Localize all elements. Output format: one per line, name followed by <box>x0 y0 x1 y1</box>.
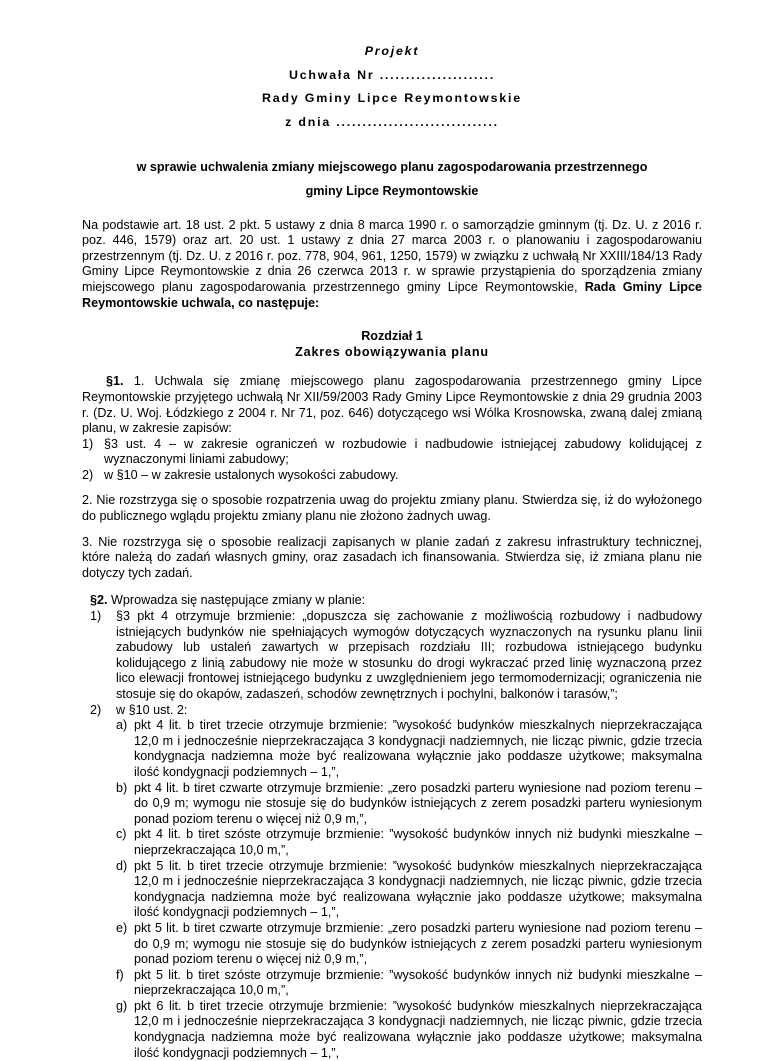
sublist-letter: b) <box>116 780 128 795</box>
list-item <box>82 437 702 468</box>
s1-paragraph-1 <box>82 374 702 436</box>
list-text: §3 pkt 4 otrzymuje brzmienie: „dopuszcza się zachowanie z możliwością rozbudowy i nadbudowy istniejących budynków nie spełniających wymogów dotyczących wyznaczonych na rysunku planu linii zabudowy lub ustaleń zawartych w przepisach rozdziału III; rozbudowa istniejącego budynku kolidującego z linią zabudowy nie może w stosunku do drogi wykraczać przed linię wyznaczoną przez lico elewacji frontowej istniejącego budynku z uwzględnieniem jego termomodernizacji; ograniczenia nie stosuje się do okapów, zadaszeń, schodów zewnętrznych i pochylni, balkonów i tarasów,”; <box>116 609 702 701</box>
sublist-letter: c) <box>116 827 127 842</box>
s2-list <box>82 609 702 1061</box>
list-item <box>82 468 702 484</box>
list-number: 1) <box>90 609 102 624</box>
list-item <box>90 703 702 1061</box>
sublist-text: pkt 5 lit. b tiret trzecie otrzymuje brzmienie: ”wysokość budynków mieszkalnych nieprzekraczająca 12,0 m i jednocześnie nieprzekraczająca 3 kondygnacji nadziemnych, nie licząc piwnic, gdzie trzecia kondygnacja nadziemna może być realizowana wyłącznie jako poddasze użytkowe; maksymalna ilość kondygnacji podziemnych – 1,”, <box>134 858 702 920</box>
sublist-item <box>116 827 702 858</box>
sublist-letter: g) <box>116 998 128 1013</box>
chapter-title: Rozdział 1 <box>361 329 423 344</box>
subject-line-1: w sprawie uchwalenia zmiany miejscowego planu zagospodarowania przestrzennego <box>136 160 648 175</box>
subject-line-2: gminy Lipce Reymontowskie <box>305 183 479 198</box>
s2-mark: §2. <box>90 593 108 608</box>
sublist-text: pkt 6 lit. b tiret trzecie otrzymuje brzmienie: ”wysokość budynków mieszkalnych nieprzekraczająca 12,0 m i jednocześnie nieprzekraczająca 3 kondygnacji nadziemnych, nie licząc piwnic, gdzie trzecia kondygnacja nadziemna może być realizowana wyłącznie jako poddasze użytkowe; maksymalna ilość kondygnacji podziemnych – 1,”, <box>134 998 702 1060</box>
s2-intro-text: Wprowadza się następujące zmiany w planie: <box>111 593 366 608</box>
s2-sublist <box>116 718 702 1061</box>
s1-list <box>82 437 702 484</box>
sublist-text: pkt 4 lit. b tiret czwarte otrzymuje brzmienie: „zero posadzki parteru wyniesione nad poziom terenu – do 0,9 m; wymogu nie stosuje się do budynków istniejących z zerem posadzki parteru wyniesionym ponad poziom terenu o więcej niż 0,9 m,”, <box>134 780 702 826</box>
sublist-letter: f) <box>116 967 124 982</box>
list-item <box>90 609 702 703</box>
preamble <box>82 218 702 312</box>
sublist-text: pkt 5 lit. b tiret czwarte otrzymuje brzmienie: „zero posadzki parteru wyniesione nad poziom terenu – do 0,9 m; wymogu nie stosuje się do budynków istniejących z zerem posadzki parteru wyniesionym ponad poziom terenu o więcej niż 0,9 m,”, <box>134 920 702 967</box>
sublist-text: pkt 4 lit. b tiret szóste otrzymuje brzmienie: ”wysokość budynków innych niż budynki mieszkalne – nieprzekraczająca 10,0 m,”, <box>134 827 702 857</box>
sublist-item <box>116 968 702 999</box>
sublist-text: pkt 5 lit. b tiret szóste otrzymuje brzmienie: ”wysokość budynków innych niż budynki mieszkalne – nieprzekraczająca 10,0 m,”, <box>134 967 702 998</box>
resolution-date: z dnia ............................... <box>285 114 499 129</box>
sublist-item <box>116 921 702 968</box>
list-number: 2) <box>90 702 102 717</box>
sublist-text: pkt 4 lit. b tiret trzecie otrzymuje brzmienie: ”wysokość budynków mieszkalnych nieprzekraczająca 12,0 m i jednocześnie nieprzekraczająca 3 kondygnacji nadziemnych, nie licząc piwnic, gdzie trzecia kondygnacja nadziemna może być realizowana wyłącznie jako poddasze użytkowe; maksymalna ilość kondygnacji podziemnych – 1,”, <box>134 718 702 779</box>
sublist-letter: e) <box>116 920 128 935</box>
preamble-bold: Rada Gminy Lipce Reymontowskie uchwala, co następuje: <box>82 279 702 310</box>
preamble-text: Na podstawie art. 18 ust. 2 pkt. 5 ustawy z dnia 8 marca 1990 r. o samorządzie gminnym (tj. Dz. U. z 2016 r. poz. 446, 1579) oraz art. 20 ust. 1 ustawy z dnia 27 marca 2003 r. o planowaniu i zagospodarowaniu przestrzennym (tj. Dz. U. z 2016 r. poz. 778, 904, 961, 1250, 1579) w związku z uchwałą Nr XXIII/184/13 Rady Gminy Lipce Reymontowskie z dnia 26 czerwca 2013 r. w sprawie przystąpienia do sporządzenia zmiany miejscowego planu zagospodarowania przestrzennego gminy Lipce Reymontowskie, <box>82 217 702 294</box>
s2-intro <box>82 593 702 609</box>
document-page <box>82 44 702 1061</box>
s1-mark: §1. <box>106 374 124 389</box>
list-number: 2) <box>82 467 94 482</box>
s1-paragraph-3: 3. Nie rozstrzyga się o sposobie realizacji zapisanych w planie zadań z zakresu infrastruktury technicznej, które należą do zadań własnych gminy, oraz zasadach ich finansowania. Stwierdza się, iż zmiana planu nie dotyczy tych zadań. <box>82 534 702 580</box>
sublist-letter: a) <box>116 718 128 733</box>
sublist-letter: d) <box>116 858 128 873</box>
sublist-item <box>116 781 702 828</box>
projekt-label: Projekt <box>364 44 420 58</box>
s1-paragraph-2: 2. Nie rozstrzyga się o sposobie rozpatrzenia uwag do projektu zmiany planu. Stwierdza się, iż do wyłożonego do publicznego wglądu projektu zmiany planu nie złożono żadnych uwag. <box>82 493 702 524</box>
list-number: 1) <box>82 436 94 451</box>
s1-p1-text: 1. Uchwala się zmianę miejscowego planu zagospodarowania przestrzennego gminy Lipce Reymontowskie przyjętego uchwałą Nr XII/59/2003 Rady Gminy Lipce Reymontowskie z dnia 29 grudnia 2003 r. (Dz. U. Woj. Łódzkiego z 2004 r. Nr 71, poz. 646) dotyczącego wsi Wólka Krosnowska, zwaną dalej zmianą planu, w zakresie zapisów: <box>82 374 703 436</box>
sublist-item <box>116 859 702 921</box>
chapter-subtitle: Zakres obowiązywania planu <box>295 344 489 359</box>
list-text: w §10 – w zakresie ustalonych wysokości zabudowy. <box>104 467 399 482</box>
resolution-number: Uchwała Nr ...................... <box>288 67 496 82</box>
list-text: w §10 ust. 2: <box>116 702 188 717</box>
sublist-item <box>116 718 702 780</box>
sublist-item <box>116 999 702 1061</box>
council-name: Rady Gminy Lipce Reymontowskie <box>262 91 522 106</box>
list-text: §3 ust. 4 – w zakresie ograniczeń w rozbudowie i nadbudowie istniejącej zabudowy kolidującej z wyznaczonymi liniami zabudowy; <box>104 436 702 467</box>
